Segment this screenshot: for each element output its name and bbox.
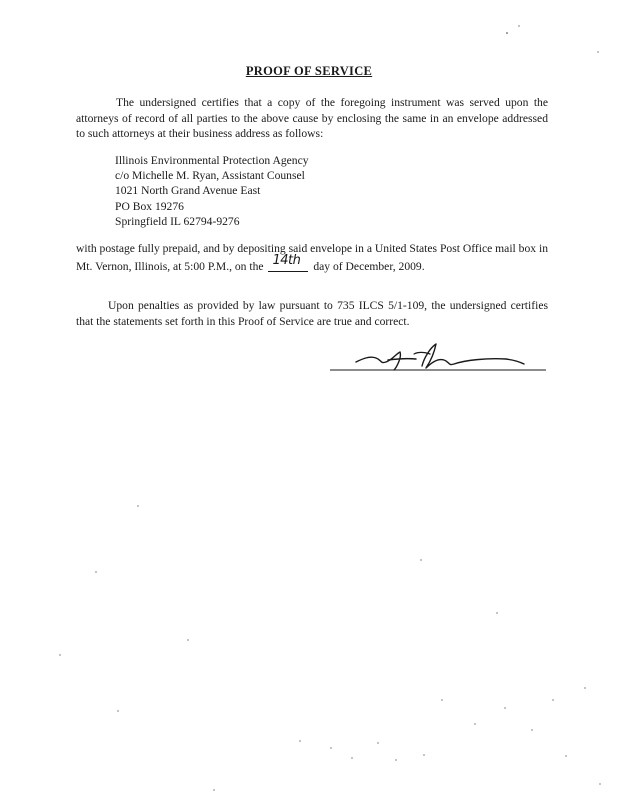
address-line-street: 1021 North Grand Avenue East — [115, 184, 261, 198]
mailing-paragraph — [76, 241, 548, 274]
mailing-text-after: day of December, 2009. — [313, 259, 425, 273]
handwritten-day-field — [268, 252, 308, 272]
page-title: PROOF OF SERVICE — [245, 64, 373, 78]
recipient-address-block — [115, 153, 309, 229]
mailing-text-before: with postage fully prepaid, and by depositing said envelope in a United States Post Office mail box in Mt. Vernon, Illinois, at 5:00 P.M., on the — [76, 242, 548, 273]
address-line-agency: Illinois Environmental Protection Agency — [115, 154, 309, 167]
address-line-counsel: c/o Michelle M. Ryan, Assistant Counsel — [115, 169, 305, 183]
signature — [326, 340, 550, 374]
signature-scribble — [326, 340, 550, 374]
service-paragraph: The undersigned certifies that a copy of the foregoing instrument was served upon the attorneys of record of all parties to the above cause by enclosing the same in an envelope addressed to such attorneys at their business address as follows: — [76, 96, 548, 141]
address-line-city: Springfield IL 62794-9276 — [115, 214, 240, 228]
handwritten-day: 14th — [272, 252, 301, 268]
address-line-po-box: PO Box 19276 — [115, 199, 184, 213]
certification-paragraph: Upon penalties as provided by law pursuant to 735 ILCS 5/1-109, the undersigned certifies that the statements set forth in this Proof of Service are true and correct. — [76, 299, 548, 328]
